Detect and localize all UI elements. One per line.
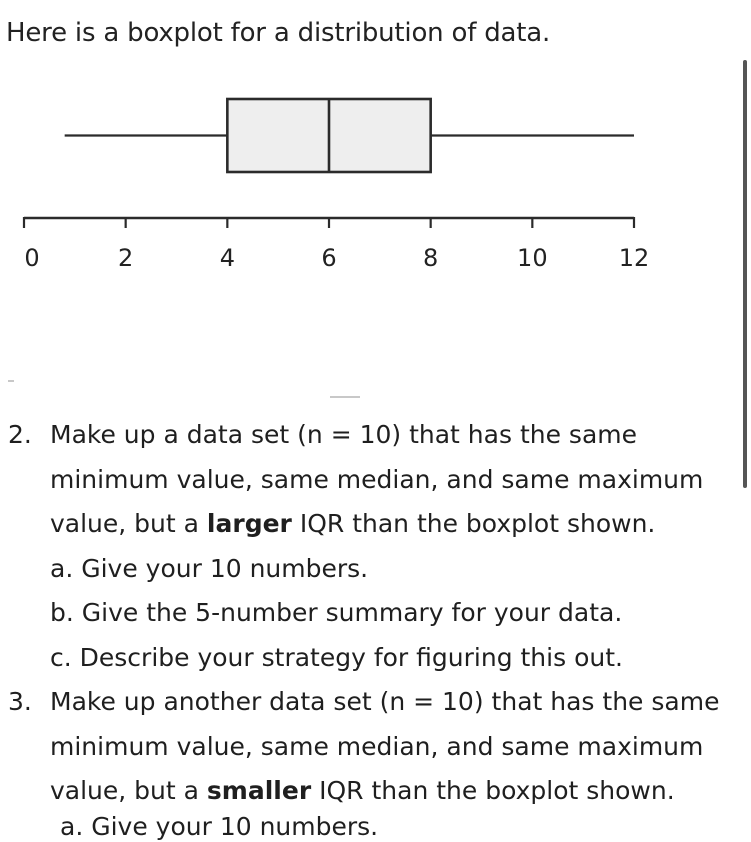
question-line: Make up another data set (n = 10) that has the same [50, 687, 720, 716]
x-tick-label: 8 [423, 244, 439, 272]
cutoff-line [60, 812, 379, 841]
emphasis-larger: larger [206, 509, 292, 538]
x-tick-label: 4 [219, 244, 235, 272]
question-number: 2. [8, 420, 32, 449]
question-line [50, 769, 720, 814]
x-tick-label: 12 [618, 244, 650, 272]
x-tick-label: 6 [321, 244, 337, 272]
x-tick-label: 2 [118, 244, 134, 272]
scan-smudge [330, 396, 360, 398]
subquestion-b: b. Give the 5-number summary for your data. [50, 598, 623, 627]
subquestion-c: c. Describe your strategy for figuring this out. [50, 642, 623, 672]
text-span: IQR than the boxplot shown. [311, 776, 675, 805]
text-span: value, but a [50, 509, 207, 538]
question-line: minimum value, same median, and same maximum [50, 464, 704, 494]
scrollbar[interactable] [743, 60, 747, 488]
boxplot-chart [0, 80, 700, 290]
x-tick-label: 10 [517, 244, 548, 272]
x-tick-label: 0 [24, 244, 40, 272]
cutoff-text: a. Give your 10 numbers. [60, 812, 379, 841]
text-span: value, but a [50, 776, 207, 805]
question-line: minimum value, same median, and same maximum [50, 731, 704, 761]
emphasis-smaller: smaller [206, 776, 312, 805]
question-line [50, 502, 720, 547]
intro-text: Here is a boxplot for a distribution of data. [6, 18, 551, 48]
subquestion-a: a. Give your 10 numbers. [50, 553, 369, 583]
question-number: 3. [8, 687, 32, 716]
text-span: IQR than the boxplot shown. [291, 509, 656, 538]
scan-smudge [8, 380, 14, 382]
question-line: Make up a data set (n = 10) that has the same [50, 420, 637, 449]
